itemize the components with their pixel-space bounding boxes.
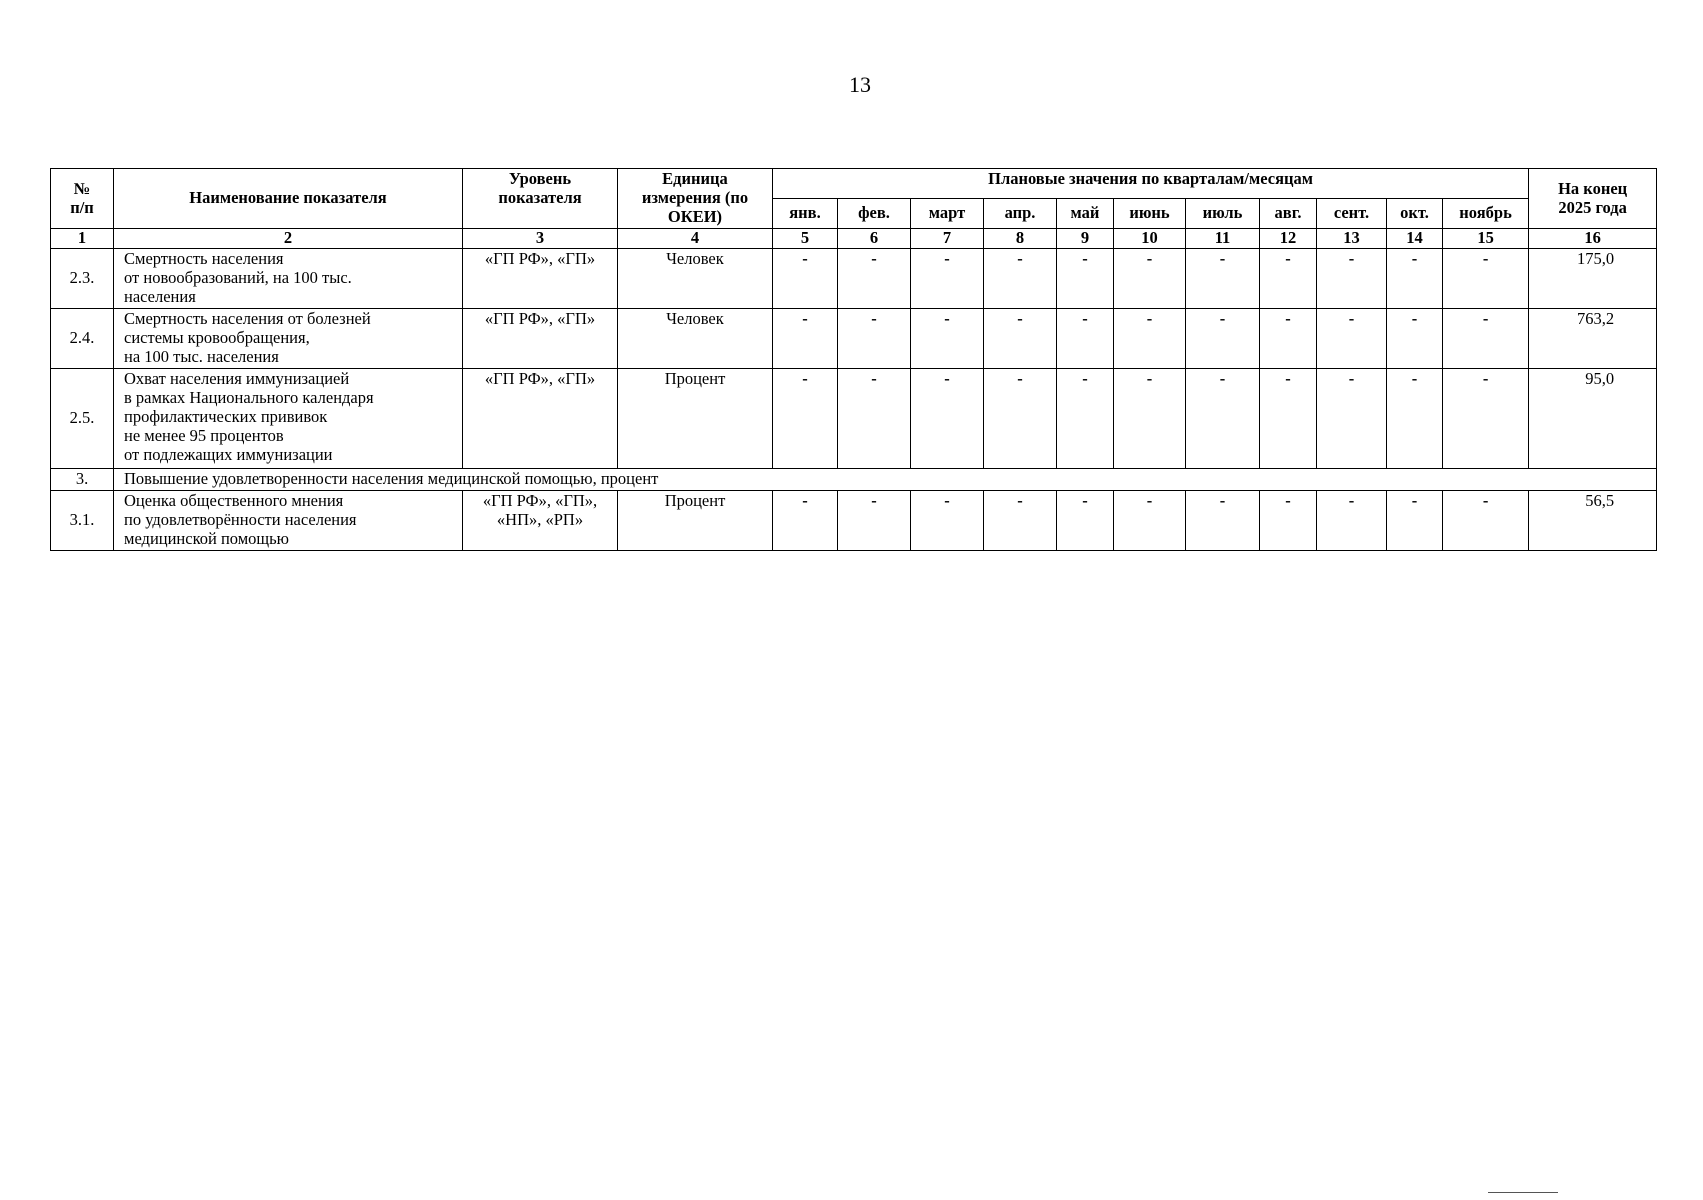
column-number: 16	[1529, 229, 1657, 249]
monthly-plan-value: -	[1443, 248, 1529, 308]
monthly-plan-value: -	[1387, 248, 1443, 308]
header-plan-group: Плановые значения по кварталам/месяцам	[773, 169, 1529, 199]
indicators-table	[50, 168, 1657, 551]
header-month: апр.	[984, 199, 1057, 229]
column-number: 12	[1260, 229, 1317, 249]
indicator-name: Смертность населения от новообразований, на 100 тыс. населения	[114, 248, 463, 308]
unit-of-measure: Человек	[618, 308, 773, 368]
header-month: фев.	[838, 199, 911, 229]
section-row	[51, 468, 1657, 490]
monthly-plan-value: -	[984, 248, 1057, 308]
row-number: 3.	[51, 468, 114, 490]
header-month: март	[911, 199, 984, 229]
table-body	[51, 248, 1657, 550]
monthly-plan-value: -	[773, 248, 838, 308]
header-month: янв.	[773, 199, 838, 229]
monthly-plan-value: -	[1443, 490, 1529, 550]
unit-of-measure: Процент	[618, 368, 773, 468]
column-numbers-row	[51, 229, 1657, 249]
column-number: 3	[463, 229, 618, 249]
column-number: 5	[773, 229, 838, 249]
monthly-plan-value: -	[1260, 248, 1317, 308]
header-num: № п/п	[51, 169, 114, 229]
indicator-name: Охват населения иммунизацией в рамках Национального календаря профилактических прививок не менее 95 процентов от подлежащих иммунизации	[114, 368, 463, 468]
monthly-plan-value: -	[1186, 368, 1260, 468]
header-month: сент.	[1317, 199, 1387, 229]
column-number: 15	[1443, 229, 1529, 249]
column-number: 9	[1057, 229, 1114, 249]
table-row	[51, 490, 1657, 550]
column-number: 1	[51, 229, 114, 249]
header-month: май	[1057, 199, 1114, 229]
monthly-plan-value: -	[1443, 368, 1529, 468]
monthly-plan-value: -	[838, 368, 911, 468]
indicator-name: Оценка общественного мнения по удовлетворённости населения медицинской помощью	[114, 490, 463, 550]
monthly-plan-value: -	[1260, 368, 1317, 468]
header-month: окт.	[1387, 199, 1443, 229]
monthly-plan-value: -	[1387, 490, 1443, 550]
unit-of-measure: Процент	[618, 490, 773, 550]
row-number: 2.4.	[51, 308, 114, 368]
header-level: Уровень показателя	[463, 169, 618, 229]
monthly-plan-value: -	[1186, 308, 1260, 368]
header-month: авг.	[1260, 199, 1317, 229]
monthly-plan-value: -	[1114, 368, 1186, 468]
monthly-plan-value: -	[911, 490, 984, 550]
monthly-plan-value: -	[1057, 248, 1114, 308]
monthly-plan-value: -	[911, 308, 984, 368]
monthly-plan-value: -	[1260, 308, 1317, 368]
column-number: 6	[838, 229, 911, 249]
monthly-plan-value: -	[1317, 248, 1387, 308]
column-number: 13	[1317, 229, 1387, 249]
column-number: 4	[618, 229, 773, 249]
column-number: 10	[1114, 229, 1186, 249]
monthly-plan-value: -	[1114, 248, 1186, 308]
monthly-plan-value: -	[838, 248, 911, 308]
year-end-value: 175,0	[1529, 248, 1657, 308]
header-month: ноябрь	[1443, 199, 1529, 229]
year-end-value: 95,0	[1529, 368, 1657, 468]
column-number: 11	[1186, 229, 1260, 249]
year-end-value: 56,5	[1529, 490, 1657, 550]
header-row-top	[51, 169, 1657, 199]
monthly-plan-value: -	[1114, 490, 1186, 550]
monthly-plan-value: -	[911, 368, 984, 468]
year-end-value: 763,2	[1529, 308, 1657, 368]
monthly-plan-value: -	[773, 308, 838, 368]
column-number: 14	[1387, 229, 1443, 249]
monthly-plan-value: -	[838, 490, 911, 550]
monthly-plan-value: -	[1443, 308, 1529, 368]
header-month: июнь	[1114, 199, 1186, 229]
monthly-plan-value: -	[838, 308, 911, 368]
indicator-name: Смертность населения от болезней системы кровообращения, на 100 тыс. населения	[114, 308, 463, 368]
monthly-plan-value: -	[1057, 490, 1114, 550]
monthly-plan-value: -	[773, 490, 838, 550]
header-name: Наименование показателя	[114, 169, 463, 229]
monthly-plan-value: -	[1387, 308, 1443, 368]
indicator-level: «ГП РФ», «ГП»	[463, 248, 618, 308]
column-number: 8	[984, 229, 1057, 249]
monthly-plan-value: -	[1186, 248, 1260, 308]
monthly-plan-value: -	[1260, 490, 1317, 550]
monthly-plan-value: -	[1317, 308, 1387, 368]
monthly-plan-value: -	[984, 490, 1057, 550]
indicator-level: «ГП РФ», «ГП», «НП», «РП»	[463, 490, 618, 550]
monthly-plan-value: -	[984, 368, 1057, 468]
column-number: 2	[114, 229, 463, 249]
monthly-plan-value: -	[984, 308, 1057, 368]
monthly-plan-value: -	[1317, 490, 1387, 550]
monthly-plan-value: -	[911, 248, 984, 308]
monthly-plan-value: -	[1057, 368, 1114, 468]
indicator-level: «ГП РФ», «ГП»	[463, 308, 618, 368]
row-number: 3.1.	[51, 490, 114, 550]
monthly-plan-value: -	[1317, 368, 1387, 468]
monthly-plan-value: -	[1114, 308, 1186, 368]
monthly-plan-value: -	[1387, 368, 1443, 468]
footer-rule	[1488, 1192, 1558, 1193]
unit-of-measure: Человек	[618, 248, 773, 308]
table-row	[51, 248, 1657, 308]
section-title: Повышение удовлетворенности населения медицинской помощью, процент	[114, 468, 1657, 490]
monthly-plan-value: -	[773, 368, 838, 468]
row-number: 2.3.	[51, 248, 114, 308]
header-unit: Единица измерения (по ОКЕИ)	[618, 169, 773, 229]
monthly-plan-value: -	[1186, 490, 1260, 550]
table-row	[51, 368, 1657, 468]
row-number: 2.5.	[51, 368, 114, 468]
page-number: 13	[849, 72, 871, 97]
header-final: На конец 2025 года	[1529, 169, 1657, 229]
column-number: 7	[911, 229, 984, 249]
monthly-plan-value: -	[1057, 308, 1114, 368]
indicator-level: «ГП РФ», «ГП»	[463, 368, 618, 468]
header-month: июль	[1186, 199, 1260, 229]
table-row	[51, 308, 1657, 368]
